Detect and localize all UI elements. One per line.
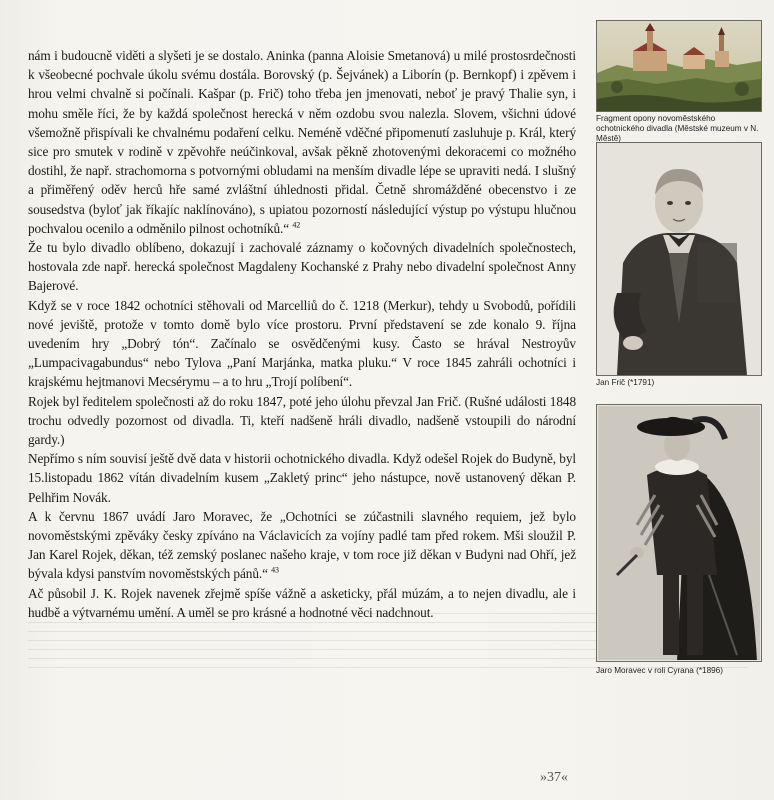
paragraph-3: Když se v roce 1842 ochotníci stěhovali od Marcelliů do č. 1218 (Merkur), tehdy u Svobodů, pořídili nové jeviště, protože v tomto domě bylo více prostoru. První představení se zde konalo 9. října uvedením hry „Dobrý tón“. Začínalo se osvědčenými kusy. Často se hrával Nestroyův „Lumpacivagabundus“ nebo Tylova „Paní Marjánka, matka pluku.“ V roce 1845 zahráli ochotníci i krajskému hejtmanovi Mecsérymu – a to hru „Trojí políbení“.	[28, 297, 576, 390]
paragraph-2: Že tu bylo divadlo oblíbeno, dokazují i zachovalé záznamy o kočovných divadelních společnostech, hostovala zde např. herecká společnost Magdaleny Kochanské z Prahy nebo divadelní společnost Anny Bajerové.	[28, 240, 576, 294]
paragraph-6: A k červnu 1867 uvádí Jaro Moravec, že „Ochotníci se zúčastnili slavného requiem, jež bylo novoměstskými zpěváky česky zpíváno na Václavicích za vojíny padlé tam před rokem. Mši sloužil P. Jan Karel Rojek, děkan, též zemský poslanec našeho kraje, v tom roce již děkan v Budyni nad Ohří, jež bývala kdysi panstvím novoměstských pánů.“ $^{43}$	[28, 508, 576, 582]
page-number: »37«	[540, 770, 568, 785]
paragraph-1: nám i budoucně viděti a slyšeti je se dostalo. Aninka (panna Aloisie Smetanová) u milé prostosrdečnosti k všeobecné pochvale úkolu svému dostála. Borovský (p. Šejvánek) a Liborín (p. Bernkopf) i zpěvem i hrou velmi chvalně si počínali. Kašpar (p. Frič) toho třeba jen jmenovati, neboť je pravý Thalie syn, i mohu směle říci, že by každá společnost herecká v něm ozdobu svou nalezla. Slovem, všichni údové všemožně přispívali ke chvalnému podaření celku. Neméně vděčné připomenutí zasluhuje p. Král, který sice pro smutek v rodině v zpěvohře neúčinkoval, avšak pěkně zhotovenými dekoracemi co možného dostihl, že např. strachomorna s potvornými obludami na menším divadle lépe se upraviti nedá. I slušný a přiměřený oděv herců hře samé zvláštní úhlednosti přidal. Četně shromážděné obecenstvo i ze sousedstva (byloť jak říkajíc naklínováno), s upiatou pozorností následující výstup po výstupu hlučnou pochvalou ocenilo a odměnilo pilnost ochotníků.“ $^{42}$	[28, 48, 576, 236]
curtain-painting-image	[596, 20, 762, 112]
caption-curtain: Fragment opony novoměstského ochotnického divadla (Městské muzeum v N. Městě)	[596, 114, 759, 143]
caption-jan-fric: Jan Frič (*1791)	[596, 378, 655, 387]
paragraph-7: Ač působil J. K. Rojek navenek zřejmě spíše vážně a asketicky, přál múzám, a to nejen divadlu, ale i hudbě a výtvarnému umění. A uměl se pro krásné a hodnotné věci nadchnout.	[28, 585, 576, 620]
paragraph-4: Rojek byl ředitelem společnosti až do roku 1847, poté jeho úlohu převzal Jan Frič. (Rušné události 1848 trochu odvedly pozornost od divadla. Ti, kteří nadšeně hráli divadlo, nadšeně vstoupili do národní gardy.)	[28, 393, 576, 448]
caption-jaro-moravec: Jaro Moravec v roli Cyrana (*1896)	[596, 666, 723, 675]
main-text-column	[28, 46, 576, 622]
footnote-ref-43: 43	[271, 566, 279, 576]
jaro-moravec-cyrano-image	[596, 404, 762, 662]
jan-fric-portrait-image	[596, 142, 762, 376]
paragraph-5: Nepřímo s ním souvisí ještě dvě data v historii ochotnického divadla. Když odešel Rojek do Budyně, byl 15.listopadu 1862 vítán divadelním kusem „Zakletý princ“ jeho nástupce, nově ustanovený děkan P. Pelhřim Novák.	[28, 451, 576, 505]
footnote-ref-42: 42	[292, 220, 301, 230]
